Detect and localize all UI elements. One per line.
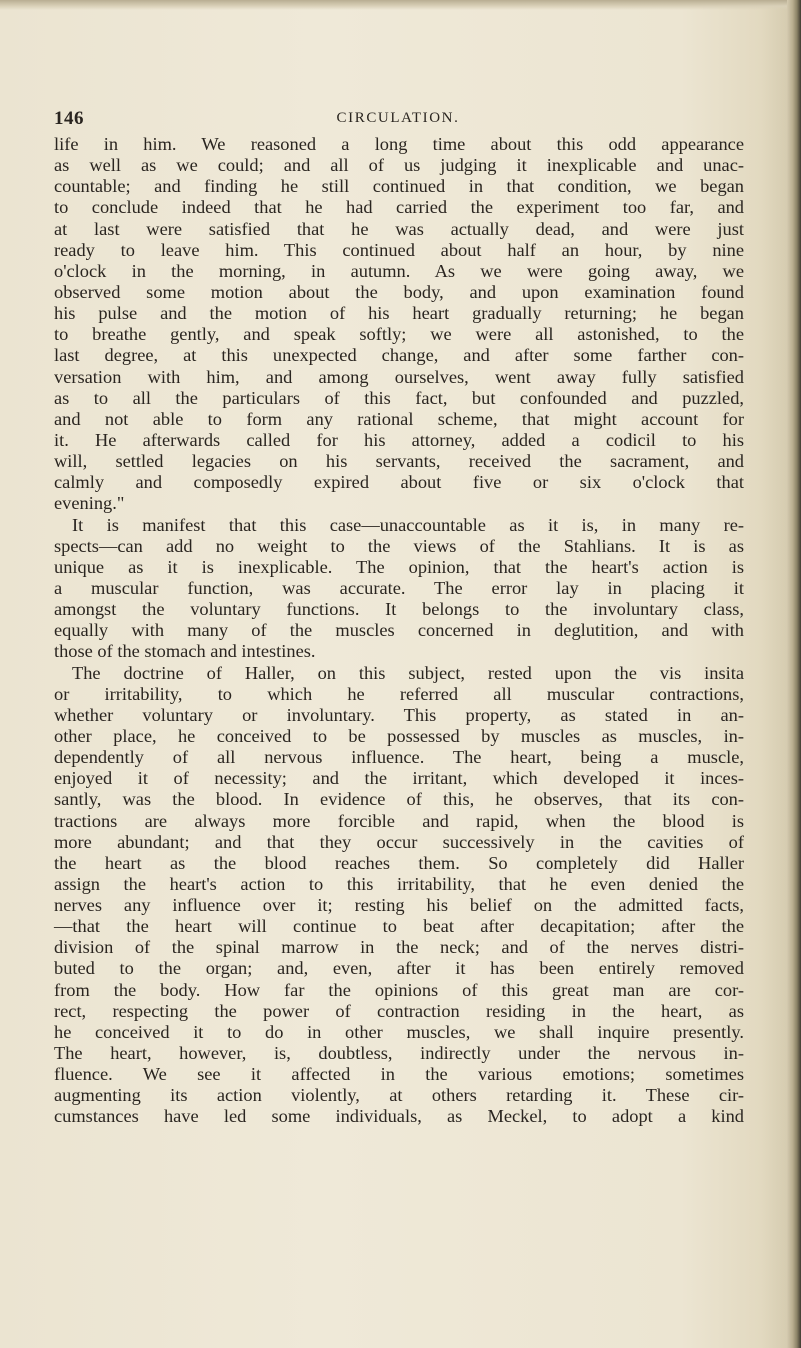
text-line: his pulse and the motion of his heart gradually returning; he began	[54, 303, 744, 324]
text-line: or irritability, to which he referred all muscular contractions,	[54, 683, 744, 704]
text-line: equally with many of the muscles concerned in deglutition, and with	[54, 620, 744, 641]
text-line: evening."	[54, 493, 125, 514]
text-line: it. He afterwards called for his attorney, added a codicil to his	[54, 429, 744, 450]
text-line: life in him. We reasoned a long time about this odd appearance	[54, 134, 744, 154]
text-line: division of the spinal marrow in the neck; and of the nerves distri-	[54, 937, 744, 958]
text-line: amongst the voluntary functions. It belongs to the involuntary class,	[54, 599, 744, 620]
text-line: —that the heart will continue to beat after decapitation; after the	[54, 916, 744, 937]
text-line: rect, respecting the power of contraction residing in the heart, as	[54, 1000, 744, 1021]
text-line: more abundant; and that they occur successively in the cavities of	[54, 831, 744, 852]
text-line: and not able to form any rational scheme, that might account for	[54, 408, 744, 429]
text-line: from the body. How far the opinions of this great man are cor-	[54, 979, 744, 1000]
text-line: unique as it is inexplicable. The opinion, that the heart's action is	[54, 556, 744, 577]
text-line: santly, was the blood. In evidence of this, he observes, that its con-	[54, 789, 744, 810]
text-line: fluence. We see it affected in the various emotions; sometimes	[54, 1064, 744, 1085]
text-line: buted to the organ; and, even, after it has been entirely removed	[54, 958, 744, 979]
text-line: dependently of all nervous influence. The heart, being a muscle,	[54, 747, 744, 768]
text-line: ready to leave him. This continued about half an hour, by nine	[54, 239, 744, 260]
text-line: to conclude indeed that he had carried the experiment too far, and	[54, 197, 744, 218]
text-line: countable; and finding he still continued in that condition, we began	[54, 176, 744, 197]
text-line: other place, he conceived to be possessed by muscles as muscles, in-	[54, 725, 744, 746]
page-number: 146	[54, 108, 84, 129]
text-line: at last were satisfied that he was actually dead, and were just	[54, 218, 744, 239]
text-line: assign the heart's action to this irritability, that he even denied the	[54, 873, 744, 894]
text-line: he conceived it to do in other muscles, we shall inquire presently.	[54, 1021, 744, 1042]
text-line: a muscular function, was accurate. The error lay in placing it	[54, 577, 744, 598]
page-binding-edge	[787, 0, 801, 1348]
text-line: as to all the particulars of this fact, but confounded and puzzled,	[54, 387, 744, 408]
text-line: last degree, at this unexpected change, and after some farther con-	[54, 345, 744, 366]
text-line: calmly and composedly expired about five or six o'clock that	[54, 472, 744, 493]
text-line: augmenting its action violently, at others retarding it. These cir-	[54, 1085, 744, 1106]
text-line: whether voluntary or involuntary. This property, as stated in an-	[54, 704, 744, 725]
text-line: the heart as the blood reaches them. So completely did Haller	[54, 852, 744, 873]
text-line: It is manifest that this case—unaccountable as it is, in many re-	[72, 514, 744, 535]
text-line: The doctrine of Haller, on this subject, rested upon the vis insita	[72, 662, 744, 683]
text-line: o'clock in the morning, in autumn. As we were going away, we	[54, 260, 744, 281]
text-line: nerves any influence over it; resting his belief on the admitted facts,	[54, 895, 744, 916]
page-header	[54, 108, 742, 132]
body-text	[54, 134, 744, 1128]
text-line: spects—can add no weight to the views of the Stahlians. It is as	[54, 535, 744, 556]
text-line: enjoyed it of necessity; and the irritant, which developed it inces-	[54, 768, 744, 789]
text-line: observed some motion about the body, and upon examination found	[54, 281, 744, 302]
text-line: The heart, however, is, doubtless, indirectly under the nervous in-	[54, 1043, 744, 1064]
text-line: to breathe gently, and speak softly; we were all astonished, to the	[54, 324, 744, 345]
text-line: will, settled legacies on his servants, received the sacrament, and	[54, 451, 744, 472]
text-line: those of the stomach and intestines.	[54, 641, 316, 662]
text-line: as well as we could; and all of us judging it inexplicable and unac-	[54, 155, 744, 176]
page-top-edge	[0, 0, 801, 10]
text-line: tractions are always more forcible and rapid, when the blood is	[54, 810, 744, 831]
text-line: cumstances have led some individuals, as Meckel, to adopt a kind	[54, 1106, 744, 1127]
running-head: CIRCULATION.	[336, 110, 460, 126]
text-line: versation with him, and among ourselves, went away fully satisfied	[54, 366, 744, 387]
